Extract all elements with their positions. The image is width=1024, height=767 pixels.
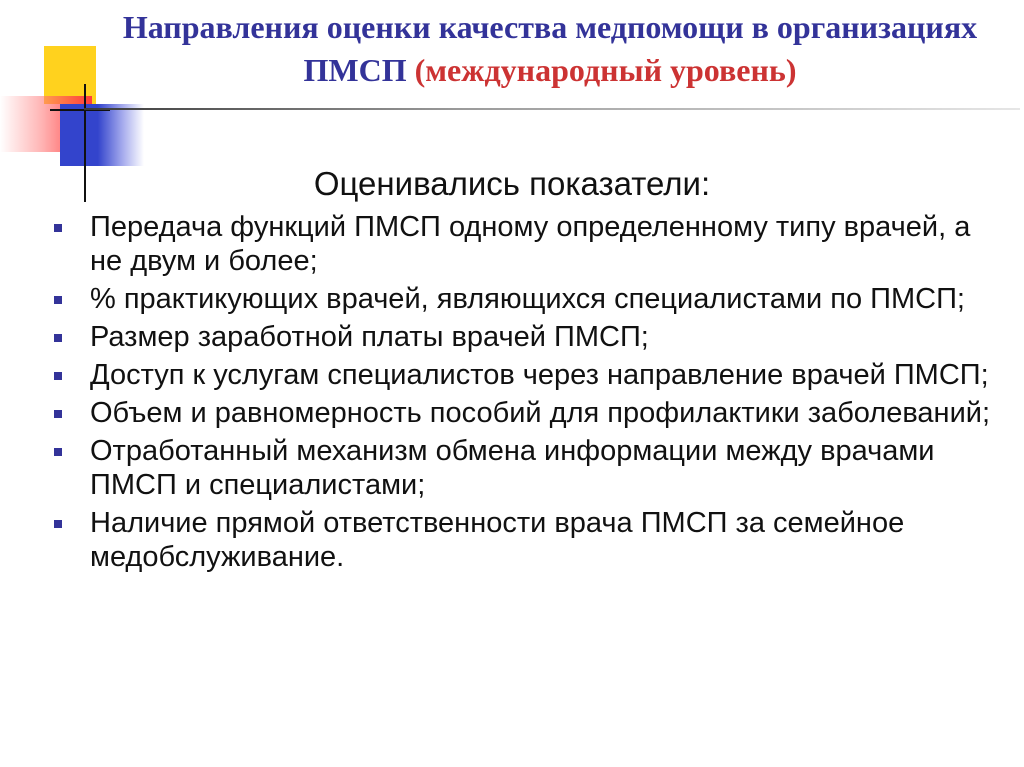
list-item (50, 358, 1010, 392)
square-bullet-icon (54, 372, 62, 380)
square-bullet-icon (54, 410, 62, 418)
list-item-text: Доступ к услугам специалистов через направление врачей ПМСП; (90, 359, 989, 391)
square-bullet-icon (54, 334, 62, 342)
list-item-text: Отработанный механизм обмена информации между врачами ПМСП и специалистами; (90, 435, 935, 501)
title-underline (84, 108, 1020, 110)
square-bullet-icon (54, 448, 62, 456)
list-item (50, 210, 1010, 278)
slide-title (100, 6, 1000, 92)
slide-title-main: Направления оценки качества медпомощи в организациях ПМСП (122, 9, 978, 88)
slide-title-accent: (международный уровень) (414, 52, 797, 88)
bullet-list (50, 210, 1010, 578)
list-item (50, 506, 1010, 574)
list-item (50, 396, 1010, 430)
list-item-text: Наличие прямой ответственности врача ПМСП за семейное медобслуживание. (90, 507, 905, 573)
slide-subtitle: Оценивались показатели: (313, 165, 711, 202)
list-item-text: Объем и равномерность пособий для профилактики заболеваний; (90, 397, 991, 429)
square-bullet-icon (54, 520, 62, 528)
list-item-text: Передача функций ПМСП одному определенному типу врачей, а не двум и более; (90, 211, 971, 277)
list-item-text: % практикующих врачей, являющихся специалистами по ПМСП; (90, 283, 965, 315)
list-item-text: Размер заработной платы врачей ПМСП; (90, 321, 649, 353)
list-item (50, 434, 1010, 502)
list-item (50, 282, 1010, 316)
square-bullet-icon (54, 296, 62, 304)
blue-gradient-decoration (60, 104, 144, 166)
square-bullet-icon (54, 224, 62, 232)
list-item (50, 320, 1010, 354)
